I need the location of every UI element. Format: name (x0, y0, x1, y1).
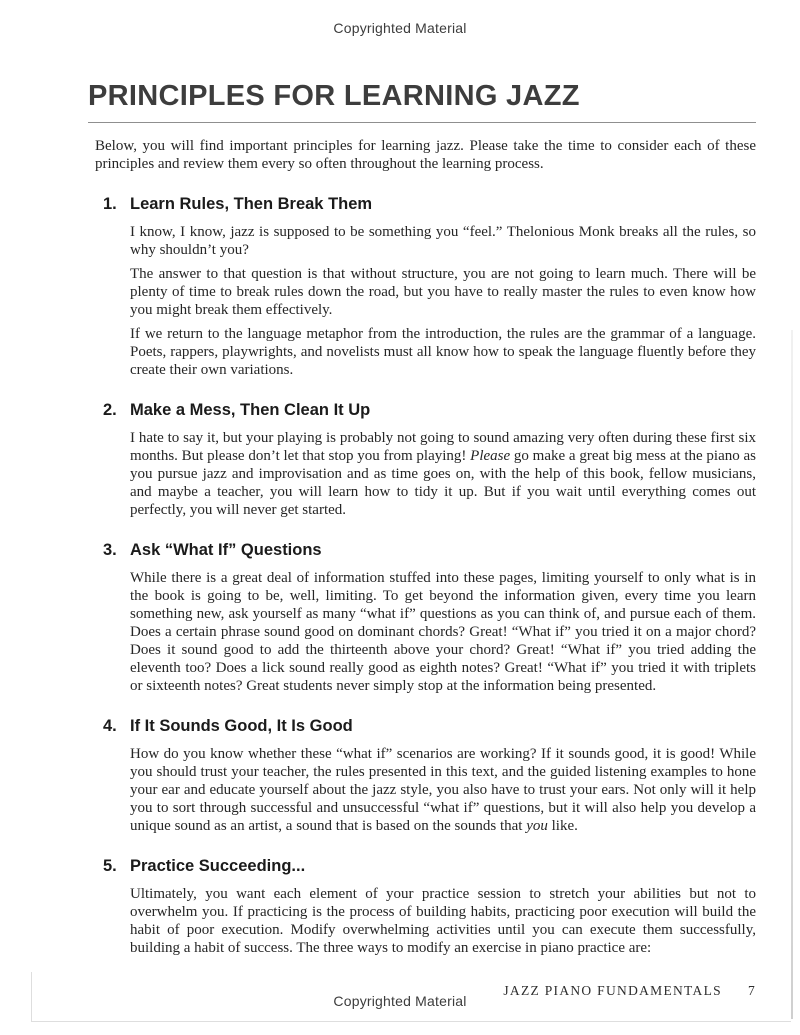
section-title: If It Sounds Good, It Is Good (130, 717, 353, 735)
section-number: 1. (103, 195, 117, 213)
section-title: Learn Rules, Then Break Them (130, 195, 373, 213)
text-run: like. (547, 818, 578, 834)
italic-text: you (526, 818, 548, 834)
copyright-notice-top: Copyrighted Material (333, 20, 467, 36)
section (88, 717, 756, 835)
section (88, 857, 756, 957)
intro-paragraph: Below, you will find important principles for learning jazz. Please take the time to consider each of these principles and review them every so often throughout the learning process. (95, 138, 756, 172)
section-heading (103, 195, 756, 214)
page-title: PRINCIPLES FOR LEARNING JAZZ (88, 80, 580, 112)
title-rule (88, 122, 756, 123)
text-run: The answer to that question is that without structure, you are not going to learn much. There will be plenty of time to break rules down the road, but you have to really master the rules to even know how you might break them effectively. (130, 266, 756, 318)
section-number: 3. (103, 541, 117, 559)
paragraph (130, 325, 756, 379)
paragraph (130, 429, 756, 519)
section-number: 2. (103, 401, 117, 419)
text-run: How do you know whether these “what if” scenarios are working? If it sounds good, it is good! While you should trust your teacher, the rules presented in this text, and the guided listening examples to hone your ear and educate yourself about the jazz style, you also have to trust your ears. Not only will it help you to sort through successful and unsuccessful “what if” questions, but it will also help you develop a unique sound as an artist, a sound that is based on the sounds that (130, 746, 756, 834)
section-number: 4. (103, 717, 117, 735)
text-run: If we return to the language metaphor from the introduction, the rules are the grammar of a language. Poets, rappers, playwrights, and novelists must all know how to speak the language fluently before they create their own variations. (130, 326, 756, 378)
section (88, 541, 756, 695)
paragraph (130, 223, 756, 259)
section-title: Ask “What If” Questions (130, 541, 322, 559)
page-content (0, 80, 800, 957)
footer-page-number: 7 (747, 983, 756, 998)
section-heading (103, 541, 756, 560)
section-title: Practice Succeeding... (130, 857, 306, 875)
page-edge-right (791, 330, 793, 1019)
text-run: I know, I know, jazz is supposed to be something you “feel.” Thelonious Monk breaks all the rules, so why shouldn’t you? (130, 224, 756, 258)
section-heading (103, 717, 756, 736)
section-number: 5. (103, 857, 117, 875)
section (88, 195, 756, 379)
text-run: While there is a great deal of information stuffed into these pages, limiting yourself to only what is in the book is going to be, well, limiting. To get beyond the information given, every time you learn something new, ask yourself as many “what if” questions as you can think of, and pursue each of them. Does a certain phrase sound good on dominant chords? Great! “What if” you tried it on a major chord? Does it sound good to add the thirteenth above your chord? Great! “What if” you tried adding the eleventh too? Does a lick sound really good as eighth notes? Great! “What if” you tried it with triplets or sixteenth notes? Great students never simply stop at the information being presented. (130, 570, 756, 694)
section-heading (103, 401, 756, 420)
section (88, 401, 756, 519)
paragraph (130, 885, 756, 957)
text-run: go make a great big mess at the piano as you pursue jazz and improvisation and as time goes on, with the help of this book, fellow musicians, and maybe a teacher, you will learn how to tidy it up. But if you wait until everything comes out perfectly, you will never get started. (130, 448, 756, 518)
paragraph (130, 745, 756, 835)
text-run: Ultimately, you want each element of your practice session to stretch your abilities but not to overwhelm you. If practicing is the process of building habits, practicing poor execution will build the habit of poor execution. Modify overwhelming activities until you can execute them successfully, building a habit of success. The three ways to modify an exercise in piano practice are: (130, 886, 756, 956)
page-edge-left (31, 972, 32, 1022)
copyright-notice-bottom: Copyrighted Material (333, 993, 467, 1009)
footer-book-title: JAZZ PIANO FUNDAMENTALS (503, 983, 722, 998)
paragraph (130, 265, 756, 319)
text-run: I hate to say it, but your playing is probably not going to sound amazing very often during these first six months. But please don’t let that stop you from playing! (130, 430, 756, 464)
paragraph (130, 569, 756, 695)
sections (88, 195, 756, 957)
section-title: Make a Mess, Then Clean It Up (130, 401, 371, 419)
italic-text: Please (470, 448, 511, 464)
page-edge-bottom (31, 1021, 791, 1022)
section-heading (103, 857, 756, 876)
